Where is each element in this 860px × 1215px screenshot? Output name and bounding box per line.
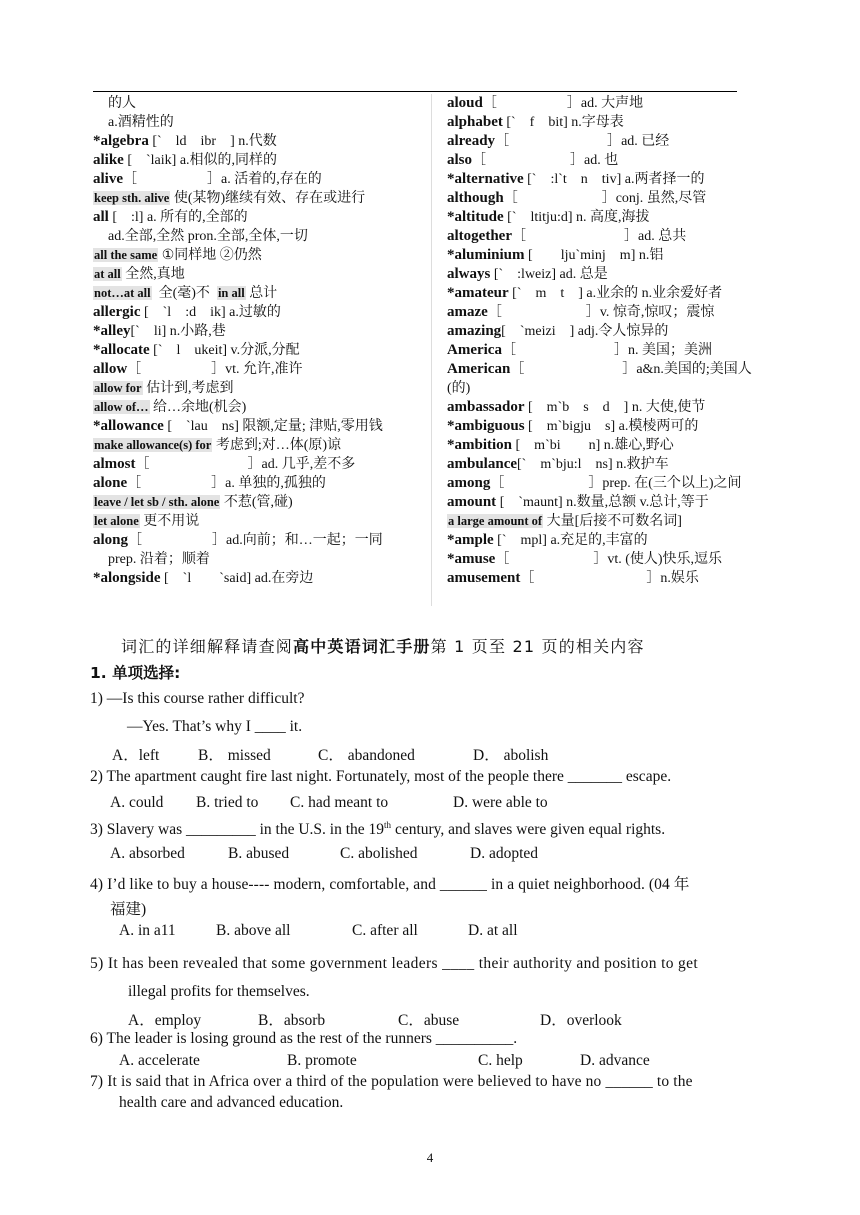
vocab-entry (447, 550, 769, 569)
vocab-entry (447, 455, 769, 474)
vocab-entry (447, 341, 769, 360)
question-text-part: century, and slaves were given equal rights. (391, 821, 666, 839)
definition: a.充足的,丰富的 (546, 533, 648, 548)
phrase: let alone (94, 514, 139, 528)
headword: almost (93, 456, 136, 472)
question-text: 6) The leader is losing ground as the rest of the runners __________. (90, 1030, 518, 1047)
phonetic: [` ld ibr ] (148, 134, 235, 149)
vocab-entry (447, 531, 769, 550)
question-text: 4) I’d like to buy a house---- modern, comfortable, and ______ in a quiet neighborhood. (04 年 (90, 876, 690, 893)
headword: *ample (447, 532, 494, 548)
headword: *aluminium (447, 247, 525, 263)
answer-option: A．left (112, 747, 160, 764)
headword: aloud (447, 95, 483, 111)
definition: 全然,真地 (121, 267, 185, 282)
phonetic: ［ ］ (503, 191, 616, 206)
vocab-entry (93, 474, 428, 493)
question-text: —Yes. That’s why I ____ it. (127, 718, 303, 735)
headword: alike (93, 152, 124, 168)
phonetic: [` :l`t n tiv] (523, 172, 622, 187)
phrase: not…at all (94, 286, 151, 300)
vocab-entry (447, 132, 769, 151)
phonetic: ［ ］ (510, 362, 637, 377)
headword: *alley (93, 323, 131, 339)
definition: ad. 也 (584, 153, 619, 168)
vocab-entry (93, 341, 428, 360)
headword: amazing (447, 323, 502, 339)
definition: n.铝 (635, 248, 664, 263)
vocab-entry (93, 151, 428, 170)
definition: vt. (使人)快乐,逗乐 (607, 552, 723, 567)
definition: prep. 在(三个以上)之间 (602, 476, 742, 491)
definition: 考虑到;对…体(原)谅 (212, 438, 342, 453)
phonetic: [` m`bju:l ns] (517, 457, 613, 472)
definition: n.小路,巷 (166, 324, 226, 339)
vocab-entry (93, 189, 428, 208)
vocab-entry (93, 512, 428, 531)
definition: ①同样地 ②仍然 (158, 248, 262, 263)
answer-option: C. help (478, 1052, 523, 1069)
vocab-entry (93, 113, 428, 132)
answer-option: A. could (110, 794, 164, 811)
phonetic: ［ ］ (123, 172, 221, 187)
vocab-entry (447, 436, 769, 455)
phonetic: [ :l] (108, 210, 144, 225)
vocab-entry (93, 398, 428, 417)
page-number: 4 (426, 1150, 434, 1165)
vocab-entry (93, 436, 428, 455)
phrase: make allowance(s) for (94, 438, 212, 452)
question-text: 1) —Is this course rather difficult? (90, 690, 305, 707)
definition: a. 活着的,存在的 (221, 172, 322, 187)
definition: n.雄心,野心 (600, 438, 674, 453)
vocab-entry (93, 493, 428, 512)
phonetic: ［ ］ (128, 533, 227, 548)
answer-option: D. adopted (470, 845, 539, 862)
vocab-entry (447, 189, 769, 208)
vocab-entry (447, 493, 769, 512)
definition: 更不用说 (139, 514, 200, 529)
phonetic: ［ ］ (490, 476, 603, 491)
question-text: illegal profits for themselves. (128, 983, 310, 1000)
vocab-entry (447, 512, 769, 531)
headword: *alongside (93, 570, 161, 586)
vocab-entry (93, 303, 428, 322)
headword: alive (93, 171, 123, 187)
answer-option: D. at all (468, 922, 518, 939)
phonetic: [ m`b s d ] (524, 400, 629, 415)
vocab-column-left (93, 94, 428, 588)
phrase: leave / let sb / sth. alone (94, 495, 220, 509)
phonetic: ［ ］ (487, 305, 600, 320)
definition: ad. 大声地 (580, 96, 644, 111)
definition: vt. 允许,准许 (225, 362, 303, 377)
vocab-entry (93, 379, 428, 398)
answer-option: C． abandoned (318, 747, 415, 764)
definition: ad. 几乎,差不多 (261, 457, 356, 472)
headword: amaze (447, 304, 488, 320)
headword: although (447, 190, 504, 206)
vocab-entry (447, 113, 769, 132)
definition: ad.向前；和…一起；一同 (226, 533, 383, 548)
phonetic: ［ ］ (127, 476, 226, 491)
vocab-entry (93, 322, 428, 341)
headword: alone (93, 475, 128, 491)
answer-option: A．employ (128, 1012, 202, 1029)
definition: 全(毫)不 (151, 286, 217, 301)
vocab-entry (447, 246, 769, 265)
headword: *ambiguous (447, 418, 525, 434)
answer-option: D．overlook (540, 1012, 622, 1029)
headword: amusement (447, 570, 521, 586)
headword: *alternative (447, 171, 524, 187)
vocab-entry (93, 284, 428, 303)
phrase: in all (217, 286, 245, 300)
headword: allergic (93, 304, 141, 320)
phonetic: ［ ］ (520, 571, 661, 586)
answer-option: B. promote (287, 1052, 357, 1069)
headword: *altitude (447, 209, 504, 225)
headword: alphabet (447, 114, 503, 130)
headword: already (447, 133, 496, 149)
definition: ad. 总是 (556, 267, 608, 282)
vocab-entry (93, 455, 428, 474)
definition: 大量[后接不可数名词] (543, 514, 682, 529)
definition: 限额,定量; 津贴,零用钱 (238, 419, 383, 434)
definition: ad. 已经 (621, 134, 670, 149)
definition: a.模棱两可的 (615, 419, 699, 434)
entry-continuation: prep. 沿着；顺着 (108, 552, 210, 567)
answer-option: B. tried to (196, 794, 259, 811)
phrase: a large amount of (448, 514, 543, 528)
phonetic: ［ ］ (501, 343, 628, 358)
vocab-entry (93, 208, 428, 227)
definition: a. 单独的,孤独的 (225, 476, 326, 491)
headword: along (93, 532, 129, 548)
headword: *ambition (447, 437, 513, 453)
vocab-entry (93, 265, 428, 284)
definition: n. 大使,使节 (628, 400, 706, 415)
headword: *amuse (447, 551, 496, 567)
note-book-title: 高中英语词汇手册 (293, 637, 431, 656)
vocab-entry (93, 227, 428, 246)
note-pre: 词汇的详细解释请查阅 (121, 637, 294, 656)
phonetic: [` ltitju:d] (503, 210, 573, 225)
vocab-entry (93, 531, 428, 550)
phonetic: [ `meizi ] (501, 324, 575, 339)
answer-option: B． missed (198, 747, 271, 764)
answer-option: D. were able to (453, 794, 548, 811)
definition: a&n.美国的;美国人(的) (447, 362, 752, 396)
phonetic: [ lju`minj m] (524, 248, 636, 263)
phonetic: ［ ］ (135, 457, 262, 472)
headword: America (447, 342, 502, 358)
definition: a.业余的 n.业余爱好者 (582, 286, 723, 301)
question-text: 2) The apartment caught fire last night. Fortunately, most of the people there _______ escape. (90, 768, 672, 785)
headword: allow (93, 361, 128, 377)
headword: all (93, 209, 109, 225)
entry-continuation: ad.全部,全然 pron.全部,全体,一切 (108, 229, 308, 244)
answer-option: B. above all (216, 922, 291, 939)
vocab-entry (447, 208, 769, 227)
definition: n.娱乐 (660, 571, 699, 586)
phonetic: [` m t ] (508, 286, 583, 301)
headword: American (447, 361, 511, 377)
definition: n.救护车 (612, 457, 669, 472)
vocab-entry (447, 94, 769, 113)
superscript: th (384, 820, 392, 830)
answer-option: B．absorb (258, 1012, 326, 1029)
vocab-entry (93, 417, 428, 436)
phonetic: [ `laik] (123, 153, 177, 168)
definition: a.相似的,同样的 (176, 153, 278, 168)
answer-option: A. accelerate (119, 1052, 200, 1069)
header-rule (93, 91, 737, 92)
answer-option: B. abused (228, 845, 290, 862)
question-text: 5) It has been revealed that some government leaders ____ their authority and position to get (90, 955, 699, 972)
vocab-entry (447, 284, 769, 303)
definition: ad. 总共 (637, 229, 687, 244)
phonetic: [ `l `said] (160, 571, 252, 586)
note-post: 第 1 页至 21 页的相关内容 (430, 637, 645, 656)
definition: v. 惊奇,惊叹；震惊 (599, 305, 715, 320)
vocab-entry (447, 360, 769, 398)
answer-option: C．abuse (398, 1012, 460, 1029)
vocab-entry (93, 170, 428, 189)
phrase: at all (94, 267, 121, 281)
definition: n.代数 (234, 134, 277, 149)
definition: 估计到,考虑到 (142, 381, 234, 396)
question-text: health care and advanced education. (119, 1094, 344, 1111)
question-text (90, 820, 665, 839)
vocab-entry (93, 132, 428, 151)
reference-note (121, 634, 645, 657)
vocab-entry (93, 569, 428, 588)
definition: ad.在旁边 (251, 571, 314, 586)
headword: altogether (447, 228, 512, 244)
vocab-entry (447, 227, 769, 246)
phonetic: [` l ukeit] (149, 343, 228, 358)
question-text-part: 3) Slavery was _________ in the U.S. in the 19 (90, 821, 385, 839)
phonetic: [ m`bi n] (512, 438, 601, 453)
phonetic: ［ ］ (495, 552, 608, 567)
definition: 给…余地(机会) (149, 400, 247, 415)
definition: 总计 (245, 286, 278, 301)
entry-continuation: a.酒精性的 (108, 115, 174, 130)
headword: *allowance (93, 418, 164, 434)
vocab-entry (447, 151, 769, 170)
definition: a. 所有的,全部的 (143, 210, 248, 225)
answer-option: C. after all (352, 922, 418, 939)
phrase: keep sth. alive (94, 191, 170, 205)
answer-option: A. in a11 (119, 922, 176, 939)
definition: a.过敏的 (225, 305, 281, 320)
vocab-entry (447, 398, 769, 417)
headword: amount (447, 494, 497, 510)
answer-option: C. abolished (340, 845, 418, 862)
phonetic: [` li] (130, 324, 167, 339)
vocab-entry (93, 550, 428, 569)
definition: n.数量,总额 v.总计,等于 (562, 495, 709, 510)
phonetic: [` :lweiz] (490, 267, 557, 282)
vocab-entry (447, 417, 769, 436)
vocab-entry (93, 246, 428, 265)
vocab-entry (447, 474, 769, 493)
phonetic: ［ ］ (472, 153, 585, 168)
phonetic: [` f bit] (502, 115, 568, 130)
phonetic: [ `maunt] (496, 495, 563, 510)
headword: ambulance (447, 456, 518, 472)
phonetic: ［ ］ (495, 134, 622, 149)
vocab-entry (93, 94, 428, 113)
headword: among (447, 475, 491, 491)
definition: 不惹(管,碰) (220, 495, 293, 510)
phonetic: ［ ］ (511, 229, 638, 244)
answer-option: A. absorbed (110, 845, 185, 862)
phonetic: ［ ］ (482, 96, 581, 111)
column-divider (431, 94, 432, 606)
phrase: allow for (94, 381, 142, 395)
vocab-entry (447, 569, 769, 588)
answer-option: C. had meant to (290, 794, 389, 811)
headword: also (447, 152, 473, 168)
definition: adj.令人惊异的 (574, 324, 669, 339)
headword: *algebra (93, 133, 149, 149)
entry-continuation: 的人 (108, 96, 136, 111)
answer-option: D． abolish (473, 747, 549, 764)
phonetic: ［ ］ (127, 362, 226, 377)
answer-option: D. advance (580, 1052, 650, 1069)
phonetic: [ `l :d ik] (140, 305, 226, 320)
definition: v.分派,分配 (227, 343, 300, 358)
vocab-entry (447, 303, 769, 322)
vocab-entry (447, 170, 769, 189)
vocab-entry (447, 322, 769, 341)
vocab-entry (93, 360, 428, 379)
definition: n.字母表 (567, 115, 624, 130)
headword: always (447, 266, 491, 282)
definition: conj. 虽然,尽管 (615, 191, 707, 206)
vocab-entry (447, 265, 769, 284)
phrase: allow of… (94, 400, 149, 414)
headword: *allocate (93, 342, 150, 358)
question-text: 7) It is said that in Africa over a third of the population were believed to have no ______ to the (90, 1073, 693, 1090)
phonetic: [ m`bigju s] (524, 419, 616, 434)
phrase: all the same (94, 248, 158, 262)
definition: n. 高度,海拔 (572, 210, 650, 225)
headword: ambassador (447, 399, 525, 415)
section-title: 1. 单项选择: (90, 664, 181, 682)
definition: a.两者择一的 (621, 172, 705, 187)
vocab-column-right (447, 94, 769, 588)
definition: n. 美国；美洲 (627, 343, 712, 358)
headword: *amateur (447, 285, 509, 301)
phonetic: [ `lau ns] (163, 419, 239, 434)
question-text: 福建) (110, 901, 147, 918)
phonetic: [` mpl] (493, 533, 547, 548)
definition: 使(某物)继续有效、存在或进行 (170, 191, 366, 206)
